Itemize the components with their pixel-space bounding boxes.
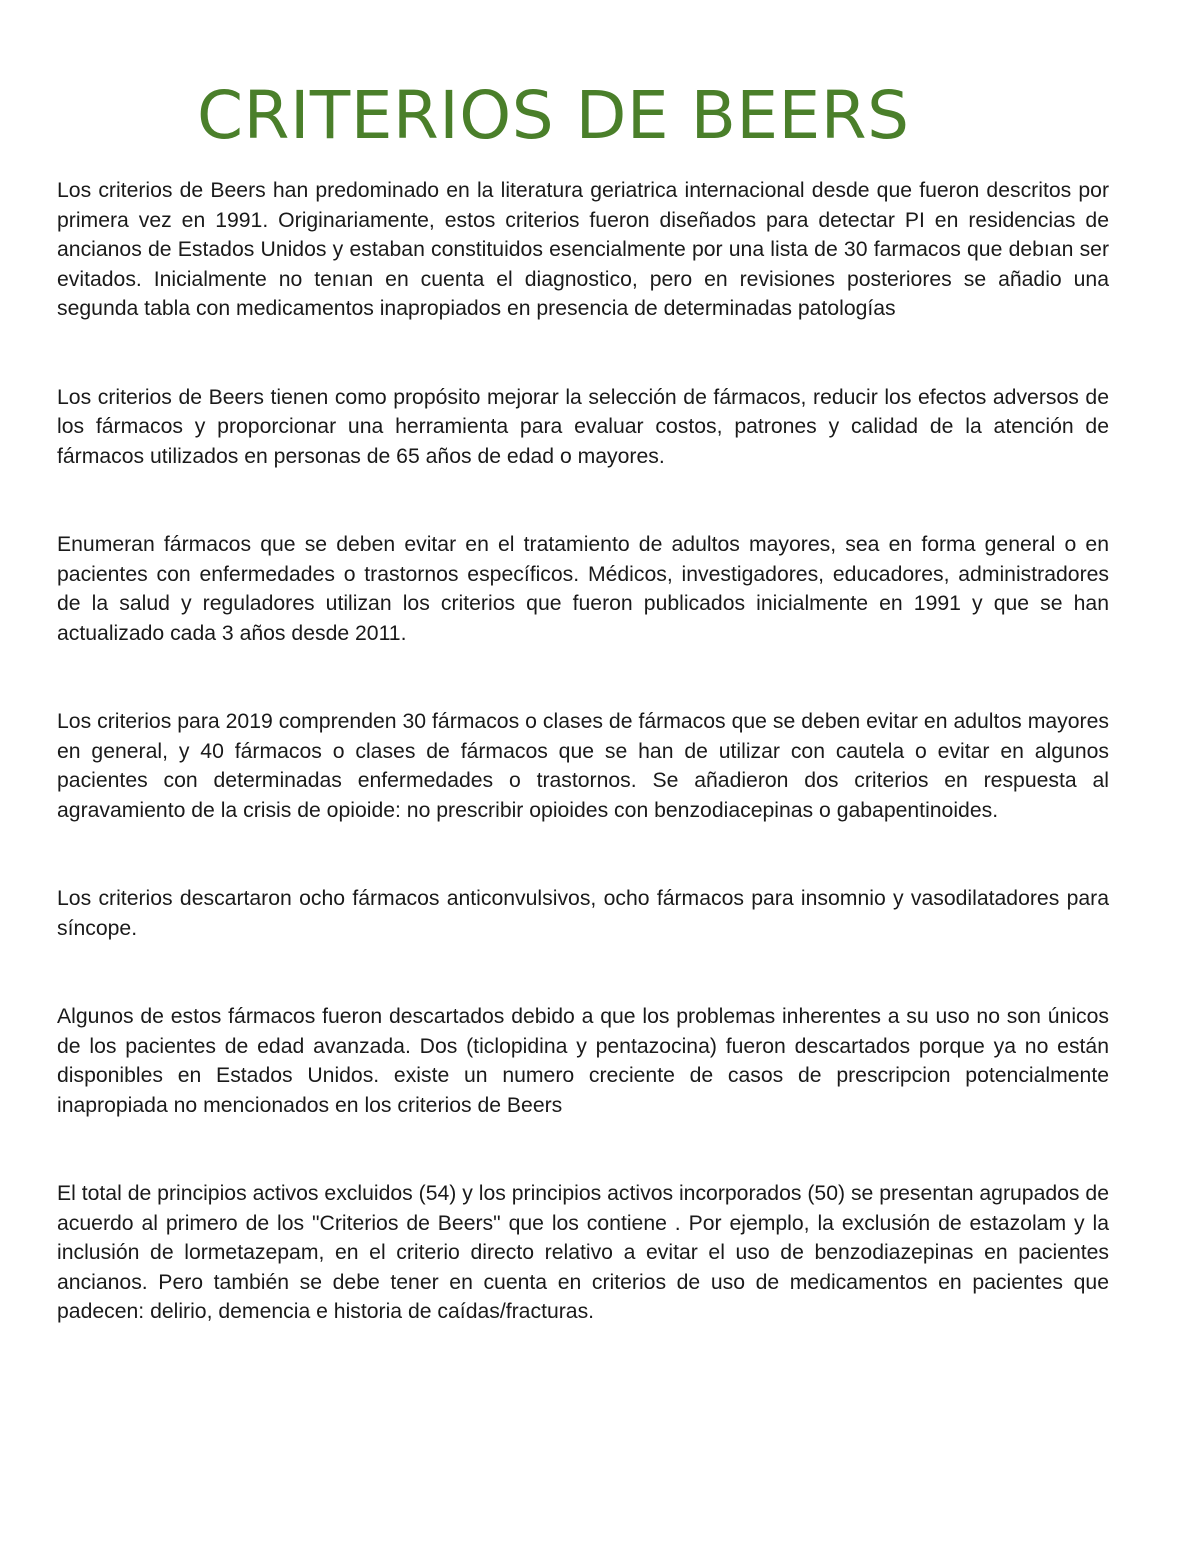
paragraph-4: Los criterios para 2019 comprenden 30 fármacos o clases de fármacos que se deben evitar en adultos mayores en general, y 40 fármacos o clases de fármacos que se han de utilizar con cautela o evitar en algunos pacientes con determinadas enfermedades o trastornos. Se añadieron dos criterios en respuesta al agravamiento de la crisis de opioide: no prescribir opioides con benzodiacepinas o gabapentinoides. xyxy=(57,710,1109,822)
document-title: CRITERIOS DE BEERS xyxy=(197,77,910,154)
paragraph-6: Algunos de estos fármacos fueron descartados debido a que los problemas inherentes a su uso no son únicos de los pacientes de edad avanzada. Dos (ticlopidina y pentazocina) fueron descartados porque ya no están disponibles en Estados Unidos. existe un numero creciente de casos de prescripcion potencialmente inapropiada no mencionados en los criterios de Beers xyxy=(57,1005,1109,1117)
paragraph-1: Los criterios de Beers han predominado en la literatura geriatrica internacional desde que fueron descritos por primera vez en 1991. Originariamente, estos criterios fueron diseñados para detectar PI en residencias de ancianos de Estados Unidos y estaban constituidos esencialmente por una lista de 30 farmacos que debıan ser evitados. Inicialmente no tenıan en cuenta el diagnostico, pero en revisiones posteriores se añadio una segunda tabla con medicamentos inapropiados en presencia de determinadas patologías xyxy=(57,179,1109,320)
paragraph-2: Los criterios de Beers tienen como propósito mejorar la selección de fármacos, reducir los efectos adversos de los fármacos y proporcionar una herramienta para evaluar costos, patrones y calidad de la atención de fármacos utilizados en personas de 65 años de edad o mayores. xyxy=(57,385,1109,468)
document-body xyxy=(57,176,1109,1386)
paragraph-5: Los criterios descartaron ocho fármacos anticonvulsivos, ocho fármacos para insomnio y vasodilatadores para síncope. xyxy=(57,887,1109,940)
paragraph-3: Enumeran fármacos que se deben evitar en el tratamiento de adultos mayores, sea en forma general o en pacientes con enfermedades o trastornos específicos. Médicos, investigadores, educadores, administradores de la salud y reguladores utilizan los criterios que fueron publicados inicialmente en 1991 y que se han actualizado cada 3 años desde 2011. xyxy=(57,533,1109,645)
paragraph-7: El total de principios activos excluidos (54) y los principios activos incorporados (50) se presentan agrupados de acuerdo al primero de los "Criterios de Beers" que los contiene . Por ejemplo, la exclusión de estazolam y la inclusión de lormetazepam, en el criterio directo relativo a evitar el uso de benzodiazepinas en pacientes ancianos. Pero también se debe tener en cuenta en criterios de uso de medicamentos en pacientes que padecen: delirio, demencia e historia de caídas/fracturas. xyxy=(57,1182,1109,1323)
